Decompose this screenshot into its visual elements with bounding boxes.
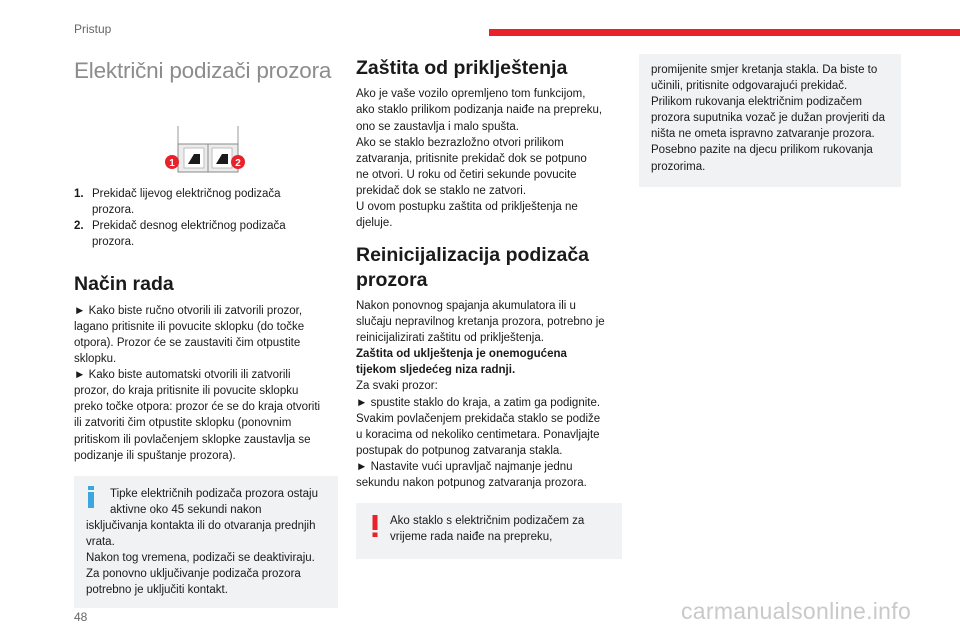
column-2 xyxy=(356,54,622,559)
page-number: 48 xyxy=(74,610,88,624)
header-accent-bar xyxy=(489,29,960,36)
heading-zastita: Zaštita od priklještenja xyxy=(356,57,568,79)
section-title: Električni podizači prozora xyxy=(74,58,332,83)
warning-box-continued: promijenite smjer kretanja stakla. Da biste to učinili, pritisnite odgovarajući prekidač. Prilikom rukovanja električnim podizačem prozora suputnika vozač je dužan provjeriti da ništa ne ometa ispravno zatvaranje prozora. Posebno pazite na djecu prilikom rukovanja prozorima. xyxy=(639,54,901,187)
info-icon xyxy=(86,486,96,508)
window-switch-illustration xyxy=(74,94,338,174)
reinit-paragraph: Nakon ponovnog spajanja akumulatora ili u slučaju nepravilnog kretanja prozora, potrebno je reinicijalizirati zaštitu od priklještenja. Zaštita od uklještenja je onemogućena tijekom sljedećeg niza radnji. Za svaki prozor: ► spustite staklo do kraja, a zatim ga podignite. Svakim povlačenjem prekidača staklo se podiže u koracima od nekoliko centimetara. Ponavljajte postupak do potpunog zatvaranja stakla. ► Nastavite vući upravljač najmanje jednu sekundu nakon potpunog zatvaranja prozora. xyxy=(356,299,605,489)
warning-icon xyxy=(370,515,380,537)
legend-item: 1. Prekidač lijevog električnog podizača prozora. xyxy=(74,188,281,217)
watermark: carmanualsonline.info xyxy=(681,598,912,624)
heading-reinicijalizacija: Reinicijalizacija podizača prozora xyxy=(356,244,590,291)
column-1 xyxy=(74,54,338,608)
legend-list xyxy=(74,186,338,250)
column-3 xyxy=(639,54,901,187)
heading-nacin-rada: Način rada xyxy=(74,273,174,296)
legend-number: 1. xyxy=(74,188,84,200)
info-box: Tipke električnih podizača prozora ostaju aktivne oko 45 sekundi nakon isključivanja kontakta ili do otvaranja prednjih vrata. Nakon tog vremena, podizači se deaktiviraju. Za ponovno uključivanje podizača prozora potrebno je uključiti kontakt. xyxy=(74,476,338,609)
running-header: Pristup xyxy=(74,22,112,36)
callout-1-label: 1 xyxy=(169,158,175,169)
window-switch-figure xyxy=(74,94,338,174)
callout-2-label: 2 xyxy=(235,158,241,169)
legend-number: 2. xyxy=(74,220,84,233)
warning-box: Ako staklo s električnim podizačem za vrijeme rada naiđe na prepreku, xyxy=(356,503,622,559)
operation-paragraph: ► Kako biste ručno otvorili ili zatvorili prozor, lagano pritisnite ili povucite sklopku (do točke otpora). Prozor će se zaustaviti čim otpustite sklopku. ► Kako biste automatski otvorili ili zatvorili prozor, do kraja pritisnite ili povucite sklopku preko točke otpora: prozor će se do kraja otvoriti ili zatvoriti čim otpustite sklopku (ponovnim pritiskom ili povlačenjem sklopke zaustavlja se podizanje ili spuštanje prozora). xyxy=(74,304,321,462)
legend-item: 2. Prekidač desnog električnog podizača prozora. xyxy=(74,220,286,249)
anti-pinch-paragraph: Ako je vaše vozilo opremljeno tom funkcijom, ako staklo prilikom podizanja naiđe na prepreku, ono se zaustavlja i malo spušta. Ako se staklo bezrazložno otvori prilikom zatvaranja, pritisnite prekidač dok se potpuno ne otvori. U roku od četiri sekunde povucite prekidač dok se staklo ne zatvori. U ovom postupku zaštita od priklještenja ne djeluje. xyxy=(356,88,603,230)
